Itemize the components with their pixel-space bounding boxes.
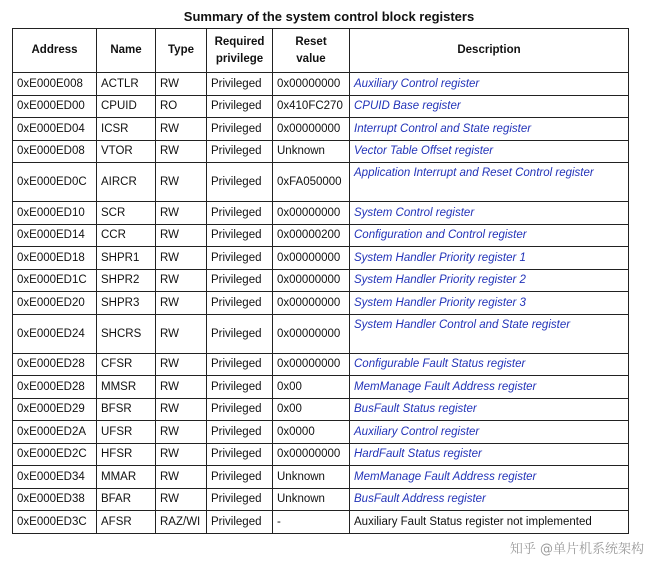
- column-header-privilege: [207, 29, 273, 73]
- table-row: [13, 73, 629, 96]
- cell-type: RW: [156, 443, 207, 466]
- cell-reset: 0xFA050000: [273, 163, 350, 202]
- cell-type: RAZ/WI: [156, 511, 207, 534]
- cell-name: ACTLR: [97, 73, 156, 96]
- register-link[interactable]: Interrupt Control and State register: [350, 118, 629, 141]
- cell-type: RW: [156, 314, 207, 353]
- table-row: [13, 398, 629, 421]
- table-header: [13, 29, 629, 73]
- cell-type: RW: [156, 202, 207, 225]
- cell-reset: 0x00000200: [273, 224, 350, 247]
- cell-privilege: Privileged: [207, 376, 273, 399]
- table-row: [13, 247, 629, 270]
- cell-type: RW: [156, 73, 207, 96]
- cell-address: 0xE000ED18: [13, 247, 97, 270]
- column-header-reset: [273, 29, 350, 73]
- register-link[interactable]: System Control register: [350, 202, 629, 225]
- cell-address: 0xE000ED10: [13, 202, 97, 225]
- cell-privilege: Privileged: [207, 73, 273, 96]
- cell-name: SHCRS: [97, 314, 156, 353]
- register-link[interactable]: BusFault Address register: [350, 488, 629, 511]
- cell-type: RW: [156, 398, 207, 421]
- cell-reset: 0x0000: [273, 421, 350, 444]
- reset-header-line1: Reset: [295, 35, 327, 48]
- cell-name: UFSR: [97, 421, 156, 444]
- cell-privilege: Privileged: [207, 163, 273, 202]
- table-row: [13, 163, 629, 202]
- cell-privilege: Privileged: [207, 292, 273, 315]
- table-row: [13, 466, 629, 489]
- table-body: [13, 73, 629, 534]
- cell-name: CCR: [97, 224, 156, 247]
- cell-reset: -: [273, 511, 350, 534]
- register-link[interactable]: System Handler Priority register 1: [350, 247, 629, 270]
- cell-name: ICSR: [97, 118, 156, 141]
- table-row: [13, 488, 629, 511]
- cell-name: SHPR3: [97, 292, 156, 315]
- cell-type: RW: [156, 488, 207, 511]
- cell-type: RW: [156, 292, 207, 315]
- cell-privilege: Privileged: [207, 95, 273, 118]
- register-link[interactable]: Application Interrupt and Reset Control register: [350, 163, 629, 202]
- register-link[interactable]: CPUID Base register: [350, 95, 629, 118]
- table-row: [13, 292, 629, 315]
- cell-privilege: Privileged: [207, 353, 273, 376]
- reset-header-line2: value: [296, 52, 326, 65]
- table-row: [13, 224, 629, 247]
- register-link[interactable]: Configurable Fault Status register: [350, 353, 629, 376]
- cell-reset: 0x00000000: [273, 292, 350, 315]
- cell-privilege: Privileged: [207, 443, 273, 466]
- cell-reset: 0x00000000: [273, 247, 350, 270]
- table-row: [13, 376, 629, 399]
- cell-address: 0xE000ED3C: [13, 511, 97, 534]
- table-row: [13, 353, 629, 376]
- table-row: [13, 95, 629, 118]
- cell-type: RW: [156, 353, 207, 376]
- cell-privilege: Privileged: [207, 202, 273, 225]
- cell-reset: 0x00000000: [273, 314, 350, 353]
- cell-name: BFAR: [97, 488, 156, 511]
- column-header-name: Name: [97, 29, 156, 73]
- table-row: [13, 269, 629, 292]
- cell-name: SHPR2: [97, 269, 156, 292]
- watermark: 知乎 @单片机系统架构: [509, 542, 644, 557]
- cell-address: 0xE000ED38: [13, 488, 97, 511]
- register-link[interactable]: BusFault Status register: [350, 398, 629, 421]
- cell-type: RW: [156, 421, 207, 444]
- register-link[interactable]: Auxiliary Control register: [350, 421, 629, 444]
- cell-address: 0xE000ED28: [13, 376, 97, 399]
- register-link[interactable]: MemManage Fault Address register: [350, 376, 629, 399]
- register-link[interactable]: System Handler Priority register 3: [350, 292, 629, 315]
- cell-type: RW: [156, 247, 207, 270]
- cell-reset: Unknown: [273, 466, 350, 489]
- cell-type: RW: [156, 269, 207, 292]
- cell-address: 0xE000ED2C: [13, 443, 97, 466]
- cell-address: 0xE000ED2A: [13, 421, 97, 444]
- cell-type: RW: [156, 140, 207, 163]
- cell-privilege: Privileged: [207, 224, 273, 247]
- cell-reset: 0x00: [273, 376, 350, 399]
- cell-address: 0xE000ED24: [13, 314, 97, 353]
- cell-address: 0xE000ED29: [13, 398, 97, 421]
- cell-name: CPUID: [97, 95, 156, 118]
- column-header-type: Type: [156, 29, 207, 73]
- cell-address: 0xE000ED1C: [13, 269, 97, 292]
- cell-privilege: Privileged: [207, 314, 273, 353]
- table-row: [13, 421, 629, 444]
- cell-reset: 0x00000000: [273, 353, 350, 376]
- cell-address: 0xE000E008: [13, 73, 97, 96]
- cell-reset: 0x00: [273, 398, 350, 421]
- column-header-description: Description: [350, 29, 629, 73]
- cell-privilege: Privileged: [207, 421, 273, 444]
- cell-address: 0xE000ED34: [13, 466, 97, 489]
- register-table: [12, 28, 629, 534]
- cell-address: 0xE000ED0C: [13, 163, 97, 202]
- register-link[interactable]: HardFault Status register: [350, 443, 629, 466]
- cell-type: RW: [156, 224, 207, 247]
- cell-reset: 0x00000000: [273, 202, 350, 225]
- cell-name: BFSR: [97, 398, 156, 421]
- cell-privilege: Privileged: [207, 511, 273, 534]
- cell-name: AFSR: [97, 511, 156, 534]
- cell-address: 0xE000ED08: [13, 140, 97, 163]
- cell-reset: 0x410FC270: [273, 95, 350, 118]
- cell-description: Auxiliary Fault Status register not implemented: [350, 511, 629, 534]
- cell-privilege: Privileged: [207, 398, 273, 421]
- table-row: [13, 202, 629, 225]
- register-link[interactable]: Auxiliary Control register: [350, 73, 629, 96]
- cell-name: MMAR: [97, 466, 156, 489]
- table-row: [13, 511, 629, 534]
- cell-type: RW: [156, 376, 207, 399]
- cell-reset: 0x00000000: [273, 269, 350, 292]
- column-header-address: Address: [13, 29, 97, 73]
- cell-name: SHPR1: [97, 247, 156, 270]
- register-link[interactable]: Vector Table Offset register: [350, 140, 629, 163]
- cell-address: 0xE000ED00: [13, 95, 97, 118]
- privilege-header-line1: Required: [214, 35, 265, 48]
- cell-type: RW: [156, 118, 207, 141]
- cell-type: RO: [156, 95, 207, 118]
- table-row: [13, 140, 629, 163]
- cell-name: MMSR: [97, 376, 156, 399]
- cell-reset: 0x00000000: [273, 443, 350, 466]
- cell-address: 0xE000ED20: [13, 292, 97, 315]
- cell-privilege: Privileged: [207, 488, 273, 511]
- table-row: [13, 118, 629, 141]
- register-link[interactable]: Configuration and Control register: [350, 224, 629, 247]
- cell-reset: 0x00000000: [273, 73, 350, 96]
- cell-privilege: Privileged: [207, 140, 273, 163]
- table-row: [13, 314, 629, 353]
- cell-privilege: Privileged: [207, 269, 273, 292]
- cell-privilege: Privileged: [207, 118, 273, 141]
- table-title: Summary of the system control block registers: [183, 9, 475, 24]
- cell-reset: 0x00000000: [273, 118, 350, 141]
- cell-name: HFSR: [97, 443, 156, 466]
- cell-privilege: Privileged: [207, 247, 273, 270]
- cell-name: AIRCR: [97, 163, 156, 202]
- register-link[interactable]: System Handler Priority register 2: [350, 269, 629, 292]
- cell-privilege: Privileged: [207, 466, 273, 489]
- cell-name: SCR: [97, 202, 156, 225]
- register-link[interactable]: System Handler Control and State register: [350, 314, 629, 353]
- cell-type: RW: [156, 466, 207, 489]
- cell-name: VTOR: [97, 140, 156, 163]
- cell-reset: Unknown: [273, 140, 350, 163]
- cell-reset: Unknown: [273, 488, 350, 511]
- table-row: [13, 443, 629, 466]
- cell-address: 0xE000ED14: [13, 224, 97, 247]
- cell-type: RW: [156, 163, 207, 202]
- register-link[interactable]: MemManage Fault Address register: [350, 466, 629, 489]
- cell-name: CFSR: [97, 353, 156, 376]
- cell-address: 0xE000ED04: [13, 118, 97, 141]
- cell-address: 0xE000ED28: [13, 353, 97, 376]
- privilege-header-line2: privilege: [215, 52, 264, 65]
